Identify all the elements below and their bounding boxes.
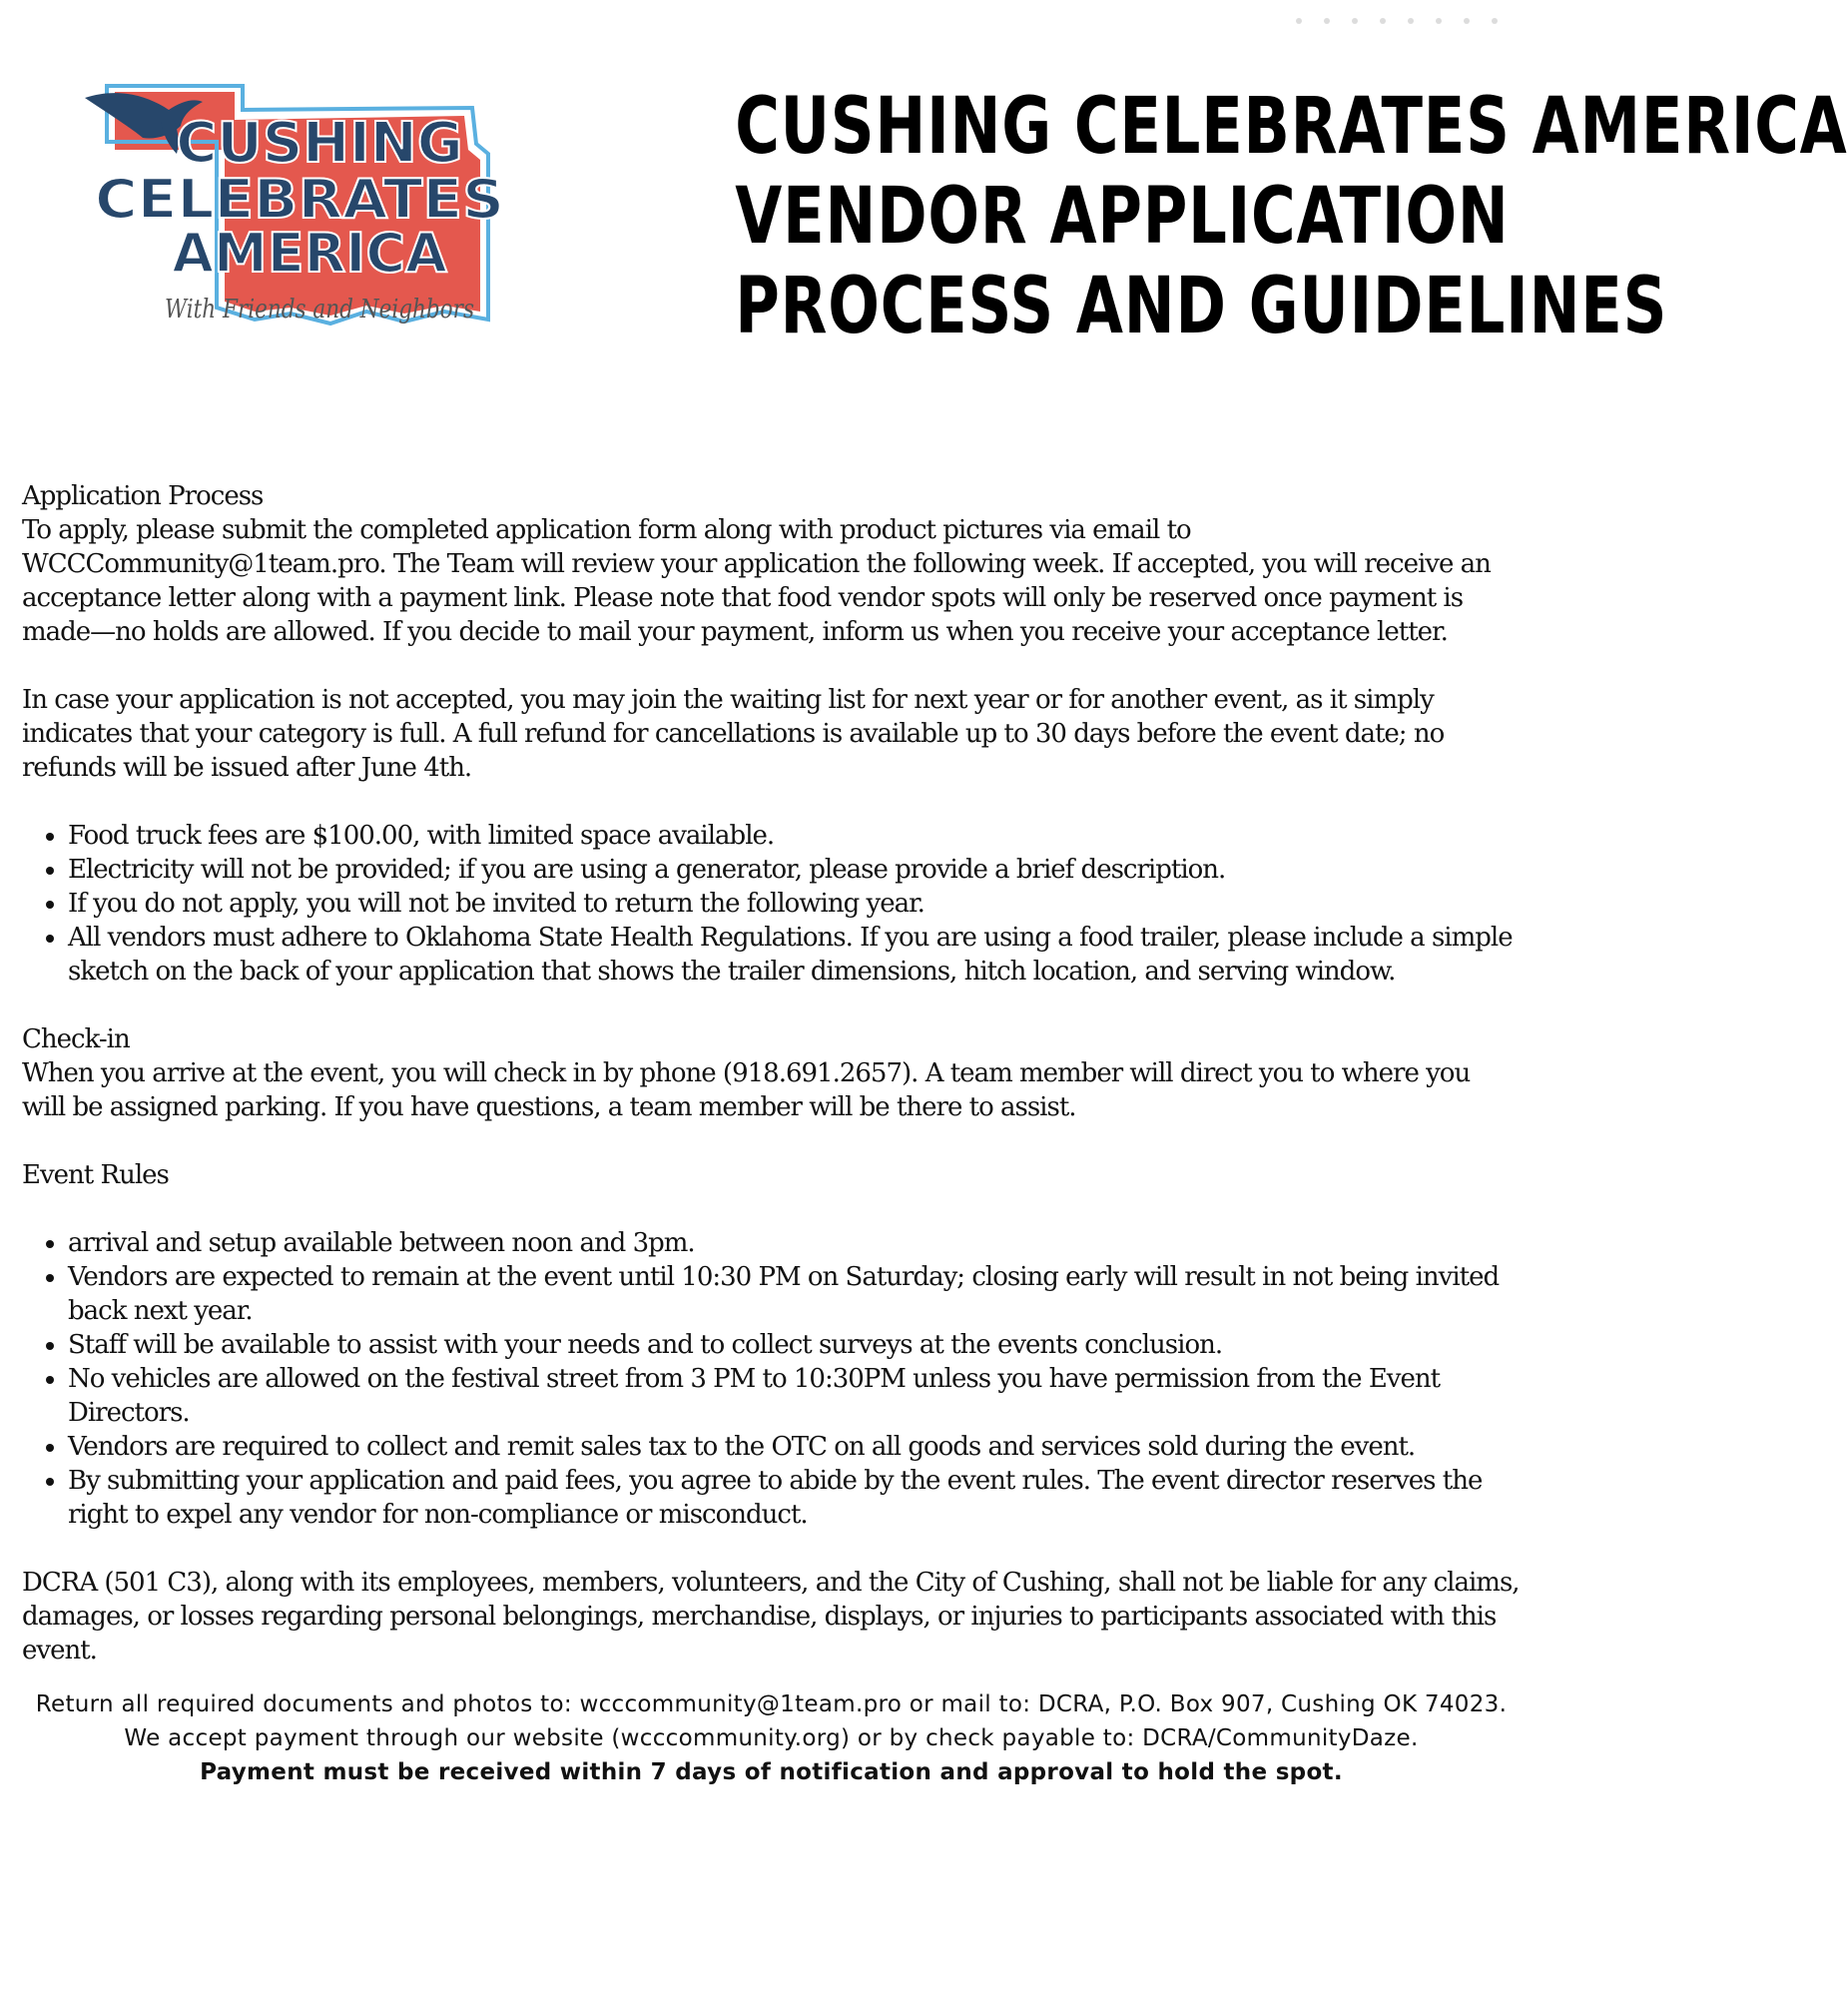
application-paragraph-2: In case your application is not accepted, you may join the waiting list for next year or for another event, as it simply indicates that your category is full. A full refund for cancellations is available up to 30 days before the event date; no refunds will be issued after June 4th. <box>22 685 1445 783</box>
list-item: • Staff will be available to assist with your needs and to collect surveys at the events conclusion. <box>68 1328 1520 1362</box>
list-item: • No vehicles are allowed on the festival street from 3 PM to 10:30PM unless you have permission from the Event Directors. <box>68 1362 1520 1430</box>
title-line3: PROCESS AND GUIDELINES <box>735 262 1668 351</box>
title-line2: VENDOR APPLICATION <box>735 172 1510 262</box>
page-title <box>735 82 1848 351</box>
list-item: • arrival and setup available between noon and 3pm. <box>68 1226 1520 1260</box>
event-rules-heading: Event Rules <box>22 1160 169 1190</box>
logo-line1: CUSHING <box>176 111 463 176</box>
list-item: • Food truck fees are $100.00, with limited space available. <box>68 819 1520 853</box>
document-body <box>22 479 1520 1701</box>
liability-paragraph: DCRA (501 C3), along with its employees, members, volunteers, and the City of Cushing, shall not be liable for any claims, damages, or losses regarding personal belongings, merchandise, displays, or injuries to participants associated with this event. <box>22 1568 1520 1665</box>
list-item: • All vendors must adhere to Oklahoma State Health Regulations. If you are using a food trailer, please include a simple sketch on the back of your application that shows the trailer dimensions, hitch location, and serving window. <box>68 921 1520 989</box>
footer-contact <box>0 1687 1542 1789</box>
list-item: • Electricity will not be provided; if you are using a generator, please provide a brief description. <box>68 853 1520 887</box>
list-item: • Vendors are required to collect and remit sales tax to the OTC on all goods and services sold during the event. <box>68 1430 1520 1464</box>
list-item: • If you do not apply, you will not be invited to return the following year. <box>68 887 1520 921</box>
application-bullet-list <box>22 819 1520 989</box>
application-heading: Application Process <box>22 481 264 511</box>
checkin-heading: Check-in <box>22 1024 130 1054</box>
logo-tagline: With Friends and Neighbors <box>165 295 474 325</box>
event-rules-list <box>22 1226 1520 1532</box>
footer-return-line: Return all required documents and photos to: wcccommunity@1team.pro or mail to: DCRA, P.O. Box 907, Cushing OK 74023. <box>35 1691 1508 1717</box>
list-item: • Vendors are expected to remain at the event until 10:30 PM on Saturday; closing early will result in not being invited back next year. <box>68 1260 1520 1328</box>
logo-line3: AMERICA <box>172 222 447 285</box>
footer-payment-line: We accept payment through our website (wcccommunity.org) or by check payable to: DCRA/CommunityDaze. <box>124 1725 1419 1751</box>
list-item: • By submitting your application and paid fees, you agree to abide by the event rules. The event director reserves the right to expel any vendor for non-compliance or misconduct. <box>68 1464 1520 1532</box>
logo-line2: CELEBRATES <box>95 168 504 231</box>
checkin-paragraph: When you arrive at the event, you will check in by phone (918.691.2657). A team member will direct you to where you will be assigned parking. If you have questions, a team member will be there to assist. <box>22 1058 1471 1122</box>
cushing-celebrates-america-logo <box>85 80 514 349</box>
decorative-dots <box>1296 18 1498 24</box>
application-paragraph-1: To apply, please submit the completed application form along with product pictures via email to WCCCommunity@1team.pro. The Team will review your application the following week. If accepted, you will receive an acceptance letter along with a payment link. Please note that food vendor spots will only be reserved once payment is made—no holds are allowed. If you decide to mail your payment, inform us when you receive your acceptance letter. <box>22 515 1491 647</box>
title-line1: CUSHING CELEBRATES AMERICA <box>735 82 1848 172</box>
footer-deadline-line: Payment must be received within 7 days of notification and approval to hold the spot. <box>200 1759 1343 1785</box>
